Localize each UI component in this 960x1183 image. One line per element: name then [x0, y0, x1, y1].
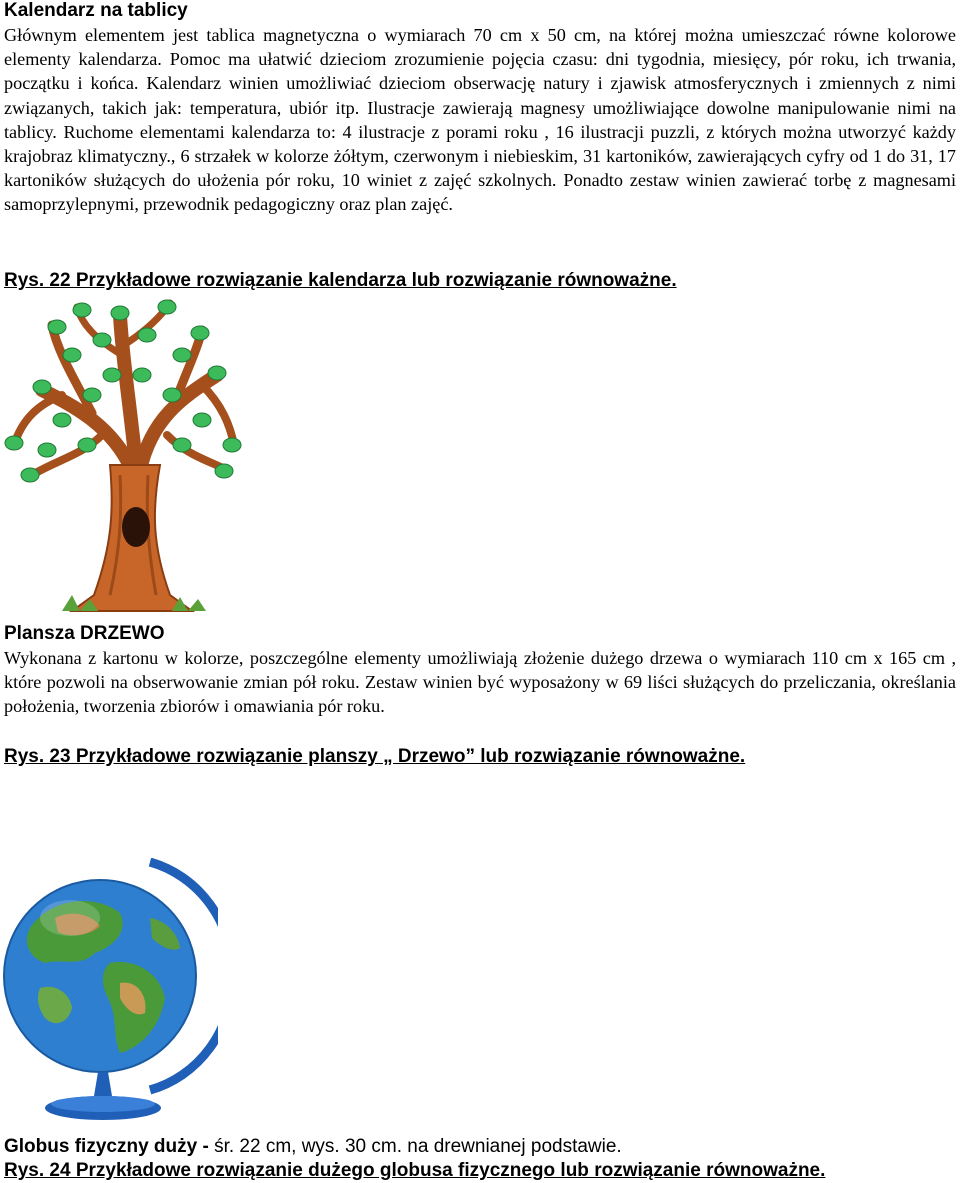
figure-caption-24: Rys. 24 Przykładowe rozwiązanie dużego globusa fizycznego lub rozwiązanie równoważne. — [4, 1160, 826, 1181]
tree-illustration — [2, 295, 242, 615]
figure-caption-22: Rys. 22 Przykładowe rozwiązanie kalendarza lub rozwiązanie równoważne. — [4, 270, 677, 291]
globe-title: Globus fizyczny duży - — [4, 1136, 215, 1157]
section-body-kalendarz: Głównym elementem jest tablica magnetyczna o wymiarach 70 cm x 50 cm, na której można umieszczać równe kolorowe elementy kalendarza. Pomoc ma ułatwić dzieciom zrozumienie pojęcia czasu: dni tygodnia, miesięcy, pór roku, ich trwania, początku i końca. Kalendarz winien umożliwiać dzieciom obserwację natury i zjawisk atmosferycznych i zmiennych z nimi związanych, takich jak: temperatura, ubiór itp. Ilustracje zawierają magnesy umożliwiające dowolne manipulowanie nimi na tablicy. Ruchome elementami kalendarza to: 4 ilustracje z porami roku , 16 ilustracji puzzli, z których można utworzyć każdy krajobraz klimatyczny., 6 strzałek w kolorze żółtym, czerwonym i niebieskim, 31 kartoników, zawierających cyfry od 1 do 31, 17 kartoników służących do ułożenia pór roku, 10 winiet z zajęć szkolnych. Ponadto zestaw winien zawierać torbę z magnesami samoprzylepnymi, przewodnik pedagogiczny oraz plan zajęć. — [4, 25, 956, 215]
globe-icon — [0, 858, 218, 1126]
globe-description — [4, 1136, 622, 1158]
section-title-kalendarz: Kalendarz na tablicy — [4, 0, 188, 21]
figure-caption-23: Rys. 23 Przykładowe rozwiązanie planszy „ Drzewo” lub rozwiązanie równoważne. — [4, 746, 746, 767]
section-body-plansza: Wykonana z kartonu w kolorze, poszczególne elementy umożliwiają złożenie dużego drzewa o wymiarach 110 cm x 165 cm , które pozwoli na obserwowanie zmian pół roku. Zestaw winien być wyposażony w 69 liści służących do przeliczania, określania położenia, tworzenia zbiorów i omawiania pór roku. — [4, 648, 956, 717]
section-title-plansza: Plansza DRZEWO — [4, 623, 165, 644]
tree-icon — [2, 295, 242, 615]
globe-illustration — [0, 858, 218, 1126]
globe-spec: śr. 22 cm, wys. 30 cm. na drewnianej podstawie. — [214, 1136, 622, 1157]
